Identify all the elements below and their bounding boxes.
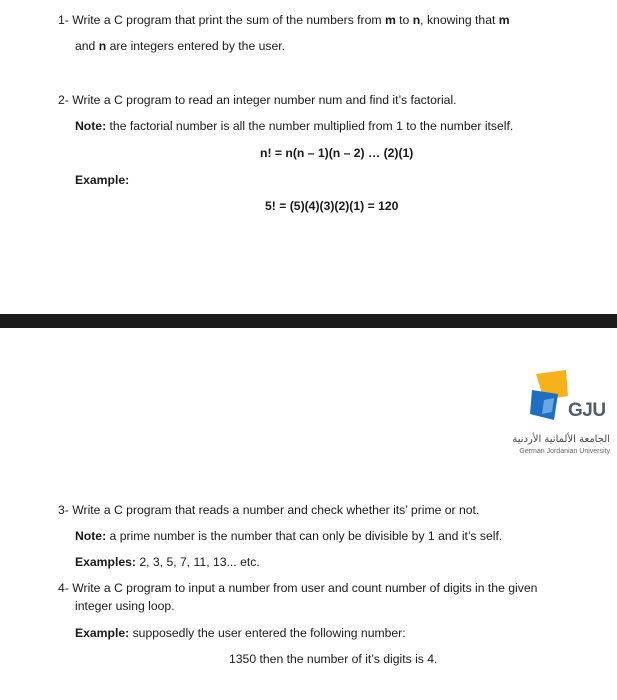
q2-example-label: Example: [75, 173, 130, 187]
q4-line2: integer using loop. [75, 599, 175, 613]
q3-note [75, 528, 502, 544]
q1-var-m-2: m [498, 13, 510, 27]
q3-examples [75, 554, 260, 570]
logo-english-name: German Jordanian University [519, 448, 610, 455]
q4-example-text: supposedly the user entered the following number: [129, 626, 406, 640]
page-divider [0, 314, 617, 328]
q4-example [75, 625, 406, 641]
logo-gju-text: GJU [568, 400, 606, 421]
q3-line1: 3- Write a C program that reads a number and check whether its’ prime or not. [58, 503, 480, 517]
q2-note-label: Note: [75, 119, 107, 133]
q4-result: 1350 then the number of it’s digits is 4. [229, 652, 438, 666]
q2-example-formula: 5! = (5)(4)(3)(2)(1) = 120 [265, 199, 399, 213]
q1-var-m: m [384, 13, 396, 27]
q1-var-n-2: n [98, 39, 107, 53]
q1-var-n: n [412, 13, 421, 27]
q2-formula: n! = n(n – 1)(n – 2) … (2)(1) [260, 146, 414, 160]
q1-line1-text: 1- Write a C program that print the sum of the numbers from [58, 13, 385, 27]
q3-note-text: a prime number is the number that can only be divisible by 1 and it’s self. [106, 529, 503, 543]
q4-line1: 4- Write a C program to input a number from user and count number of digits in the given [58, 581, 538, 595]
q1-line2 [75, 38, 285, 54]
q2-note-text: the factorial number is all the number multiplied from 1 to the number itself. [106, 119, 514, 133]
q3-examples-text: 2, 3, 5, 7, 11, 13... etc. [135, 555, 260, 569]
q3-examples-label: Examples: [75, 555, 136, 569]
q1-line2-pre: and [75, 39, 99, 53]
q1-line1-post: , knowing that [420, 13, 499, 27]
q1-line1-mid: to [395, 13, 413, 27]
q1-line2-post: are integers entered by the user. [106, 39, 286, 53]
q2-note [75, 118, 513, 134]
q4-example-label: Example: [75, 626, 130, 640]
q3-note-label: Note: [75, 529, 107, 543]
logo-arabic-name: الجامعة الألمانية الأردنية [512, 434, 610, 445]
q2-line1: 2- Write a C program to read an integer number num and find it’s factorial. [58, 93, 457, 107]
q1-line1 [58, 12, 510, 28]
